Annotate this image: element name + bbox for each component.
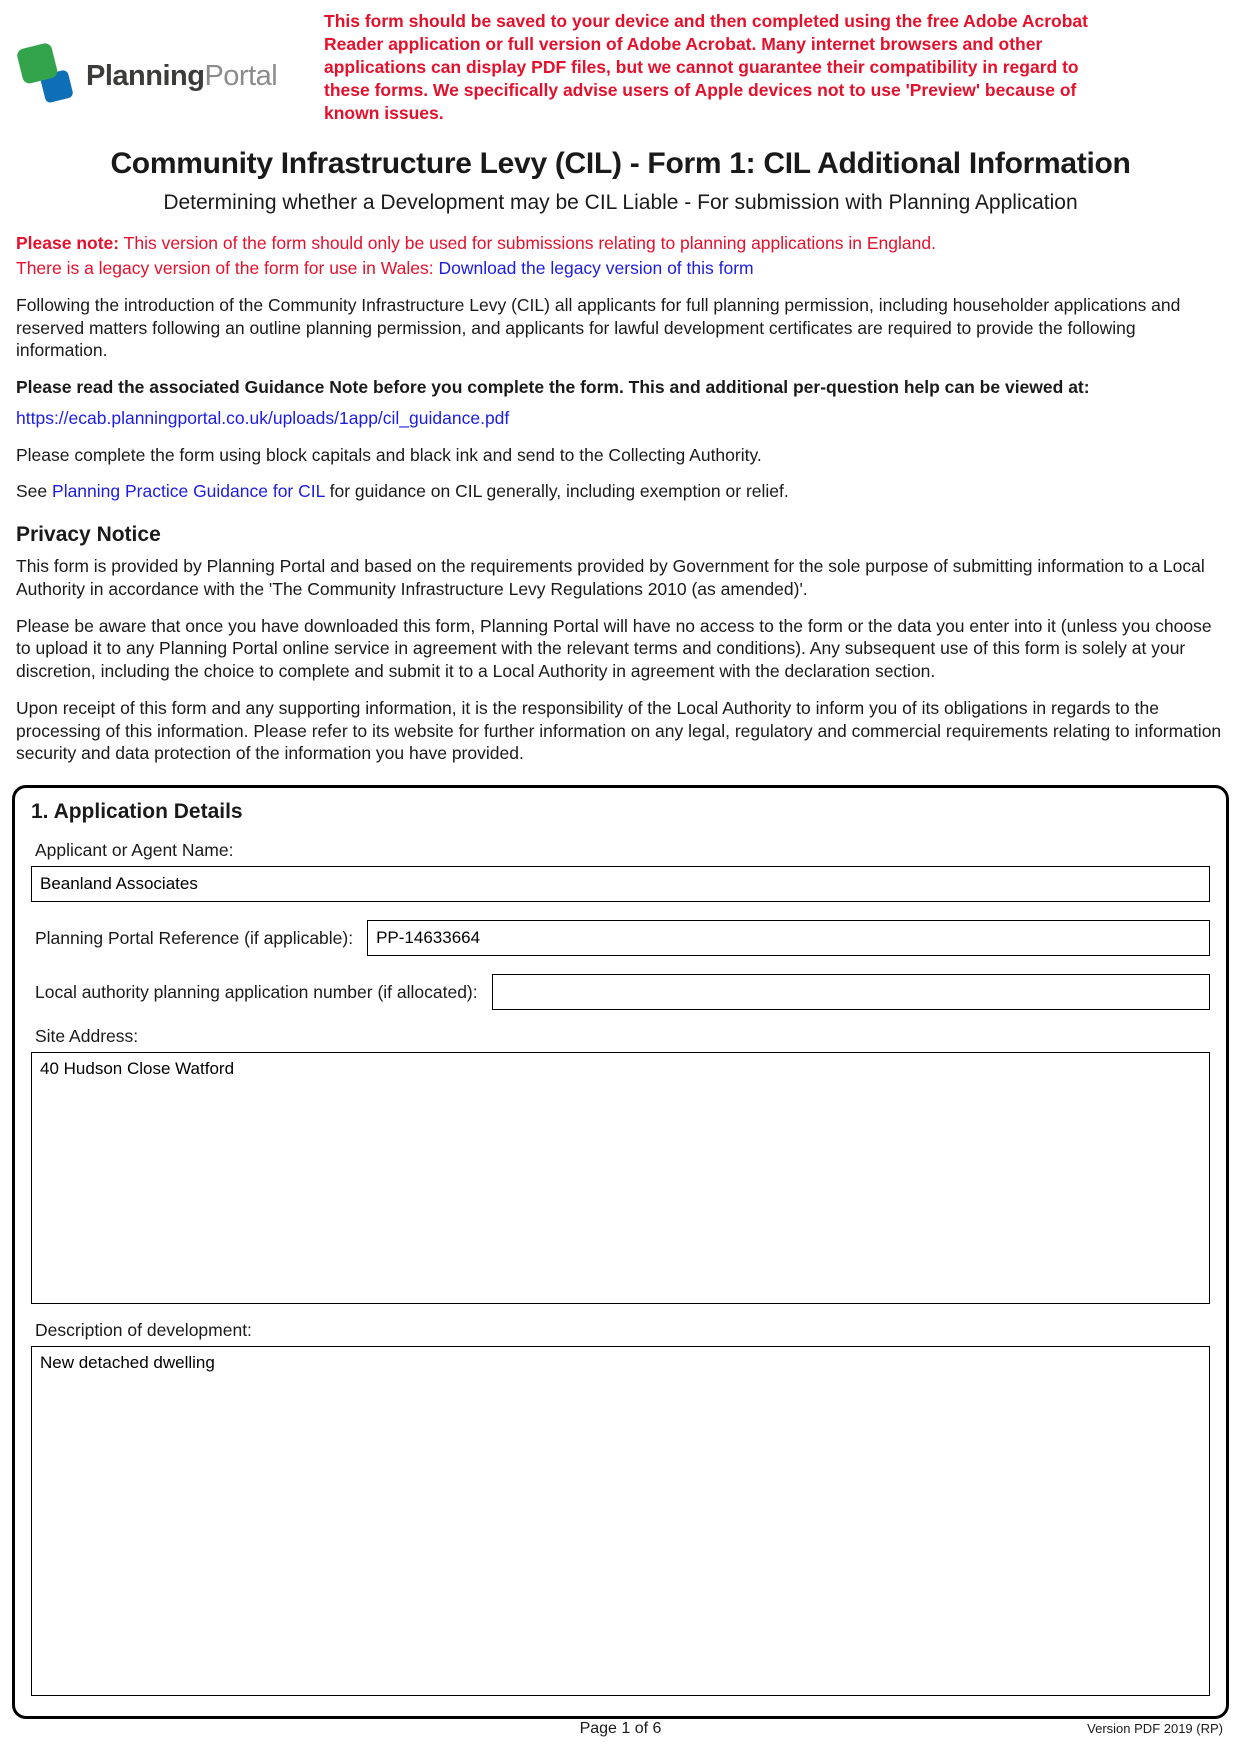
form-title: Community Infrastructure Levy (CIL) - Form 1: CIL Additional Information (110, 147, 1131, 181)
site-address-label: Site Address: (35, 1026, 139, 1046)
page-header (0, 0, 1241, 125)
pp-reference-row (31, 920, 1210, 956)
please-note (16, 231, 1225, 279)
see-prefix: See (16, 481, 48, 502)
logo-text-planning: Planning (86, 60, 205, 92)
la-number-input[interactable] (492, 974, 1210, 1010)
form-subtitle: Determining whether a Development may be CIL Liable - For submission with Planning Application (163, 191, 1078, 215)
legacy-form-link[interactable]: Download the legacy version of this form (438, 257, 754, 278)
guidance-link-line (16, 407, 1225, 430)
adobe-compatibility-warning: This form should be saved to your device and then completed using the free Adobe Acrobat Reader application or full version of Adobe Acrobat. Many internet browsers and other applications can display PDF files, but we cannot guarantee their compatibility in regard to these forms. We specifically advise users of Apple devices not to use 'Preview' because of known issues. (324, 11, 1088, 124)
please-note-line2: There is a legacy version of the form for use in Wales: (16, 257, 434, 278)
section-application-details (12, 785, 1229, 1719)
planning-portal-logo-icon (16, 36, 78, 117)
privacy-paragraph-3: Upon receipt of this form and any supporting information, it is the responsibility of the Local Authority to inform you of its obligations in regards to the processing of this information. Please refer to its website for further information on any legal, regulatory and commercial requirements relating to information security and data protection of the information you have provided. (16, 697, 1222, 764)
see-suffix: for guidance on CIL generally, including exemption or relief. (329, 481, 789, 502)
privacy-paragraph-1: This form is provided by Planning Portal and based on the requirements provided by Government for the sole purpose of submitting information to a Local Authority in accordance with the 'The Community Infrastructure Levy Regulations 2010 (as amended)'. (16, 556, 1205, 599)
pp-reference-label: Planning Portal Reference (if applicable): (35, 927, 354, 948)
planning-portal-logo (16, 36, 314, 117)
description-label: Description of development: (35, 1320, 252, 1340)
logo-text-portal: Portal (204, 60, 278, 92)
planning-practice-guidance-link[interactable]: Planning Practice Guidance for CIL (52, 481, 325, 502)
la-number-label: Local authority planning application number (if allocated): (35, 981, 478, 1002)
la-number-row (31, 974, 1210, 1010)
guidance-pdf-link[interactable]: https://ecab.planningportal.co.uk/uploads/1app/cil_guidance.pdf (16, 407, 510, 428)
please-note-line1: This version of the form should only be used for submissions relating to planning applications in England. (123, 233, 936, 254)
application-details-heading: 1. Application Details (31, 800, 243, 823)
see-guidance-line (16, 480, 1225, 503)
privacy-paragraph-2: Please be aware that once you have downloaded this form, Planning Portal will have no access to the form or the data you enter into it (unless you choose to upload it to any Planning Portal online service in agreement with the relevant terms and conditions). Any subsequent use of this form is solely at your discretion, including the choice to complete and submit it to a Local Authority in agreement with the declaration section. (16, 615, 1212, 681)
logo-wordmark (86, 60, 277, 93)
description-textarea[interactable] (31, 1346, 1210, 1696)
applicant-name-label: Applicant or Agent Name: (35, 840, 234, 860)
site-address-textarea[interactable] (31, 1052, 1210, 1304)
version-label: Version PDF 2019 (RP) (1087, 1721, 1223, 1736)
intro-paragraph: Following the introduction of the Community Infrastructure Levy (CIL) all applicants for full planning permission, including householder applications and reserved matters following an outline planning permission, and applicants for lawful development certificates are required to provide the following information. (16, 294, 1181, 361)
pp-reference-input[interactable] (367, 920, 1210, 956)
block-capitals-instruction: Please complete the form using block capitals and black ink and send to the Collecting Authority. (16, 444, 762, 465)
privacy-notice-heading: Privacy Notice (16, 523, 161, 546)
please-note-label: Please note: (16, 233, 120, 254)
guidance-note-text: Please read the associated Guidance Note before you complete the form. This and additional per-question help can be viewed at: (16, 377, 1090, 397)
page-number: Page 1 of 6 (579, 1720, 662, 1737)
applicant-name-input[interactable] (31, 866, 1210, 902)
